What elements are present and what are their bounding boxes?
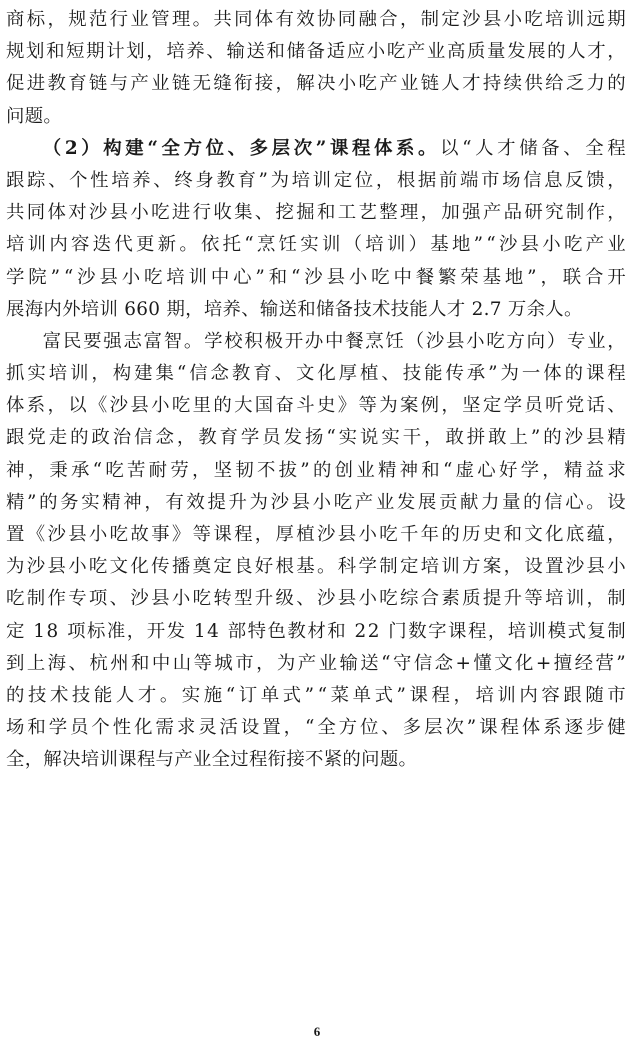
section-heading: （2）构建“全方位、多层次”课程体系。 — [42, 137, 441, 159]
line-text: 问题。 — [6, 105, 63, 127]
text-line — [6, 455, 629, 487]
line-text: 置《沙县小吃故事》等课程，厚植沙县小吃千年的历史和文化底蕴， — [6, 524, 629, 545]
line-text: 共同体对沙县小吃进行收集、挖掘和工艺整理，加强产品研究制作， — [6, 202, 629, 224]
line-text: 商标，规范行业管理。共同体有效协同融合，制定沙县小吃培训远期 — [6, 9, 629, 30]
text-line — [6, 229, 629, 261]
line-text: 精”的务实精神，有效提升为沙县小吃产业发展贡献力量的信心。设 — [6, 491, 629, 513]
text-line — [6, 390, 629, 422]
line-text: 跟踪、个性培养、终身教育”为培训定位，根据前端市场信息反馈， — [6, 169, 629, 191]
text-line — [6, 326, 626, 358]
body-text — [6, 4, 630, 777]
text-line — [6, 712, 629, 744]
text-line — [6, 551, 629, 583]
page-number: 6 — [313, 1024, 321, 1039]
text-line — [6, 583, 629, 615]
line-text: 抓实培训，构建集“信念教育、文化厚植、技能传承”为一体的课程 — [6, 363, 629, 385]
line-text: 富民要强志富智。学校积极开办中餐烹饪（沙县小吃方向）专业， — [42, 330, 628, 352]
line-text: 定 18 项标准，开发 14 部特色教材和 22 门数字课程，培训模式复制 — [6, 620, 628, 642]
text-line — [6, 358, 629, 390]
text-line — [6, 487, 629, 519]
line-text: 全，解决培训课程与产业全过程衔接不紧的问题。 — [6, 749, 418, 771]
line-text: 促进教育链与产业链无缝衔接，解决小吃产业链人才持续供给乏力的 — [6, 73, 629, 95]
text-line — [6, 616, 626, 648]
line-text: 神，秉承“吃苦耐劳，坚韧不拔”的创业精神和“虚心好学，精益求 — [6, 459, 629, 481]
text-line — [6, 133, 630, 165]
text-line — [6, 744, 626, 776]
text-line — [6, 68, 629, 100]
text-line — [6, 4, 629, 36]
text-line — [6, 197, 629, 229]
line-text: 展海内外培训 660 期，培养、输送和储备技术技能人才 2.7 万余人。 — [6, 298, 583, 320]
line-text: 体系，以《沙县小吃里的大国奋斗史》等为案例，坚定学员听党话、 — [6, 395, 629, 417]
line-text: 为沙县小吃文化传播奠定良好根基。科学制定培训方案，设置沙县小 — [6, 556, 629, 578]
line-text: 吃制作专项、沙县小吃转型升级、沙县小吃综合素质提升等培训，制 — [6, 588, 629, 610]
text-line — [6, 101, 626, 133]
text-line — [6, 36, 626, 68]
text-line — [6, 422, 629, 454]
line-text: 到上海、杭州和中山等城市，为产业输送“守信念+懂文化+擅经营” — [6, 652, 629, 674]
line-text: 场和学员个性化需求灵活设置，“全方位、多层次”课程体系逐步健 — [6, 717, 629, 739]
line-text: 的技术技能人才。实施“订单式”“菜单式”课程，培训内容跟随市 — [6, 684, 630, 706]
text-line — [6, 648, 629, 680]
text-line — [6, 680, 630, 712]
line-text: 规划和短期计划，培养、输送和储备适应小吃产业高质量发展的人才， — [6, 41, 628, 63]
text-line — [6, 294, 626, 326]
text-line — [6, 519, 629, 551]
text-line — [6, 262, 630, 294]
text-line — [6, 165, 629, 197]
line-text: 以“人才储备、全程 — [440, 137, 630, 159]
line-text: 跟党走的政治信念，教育学员发扬“实说实干，敢拼敢上”的沙县精 — [6, 427, 629, 449]
line-text: 学院”“沙县小吃培训中心”和“沙县小吃中餐繁荣基地”，联合开 — [6, 266, 630, 288]
line-text: 培训内容迭代更新。依托“烹饪实训（培训）基地”“沙县小吃产业 — [6, 234, 629, 256]
